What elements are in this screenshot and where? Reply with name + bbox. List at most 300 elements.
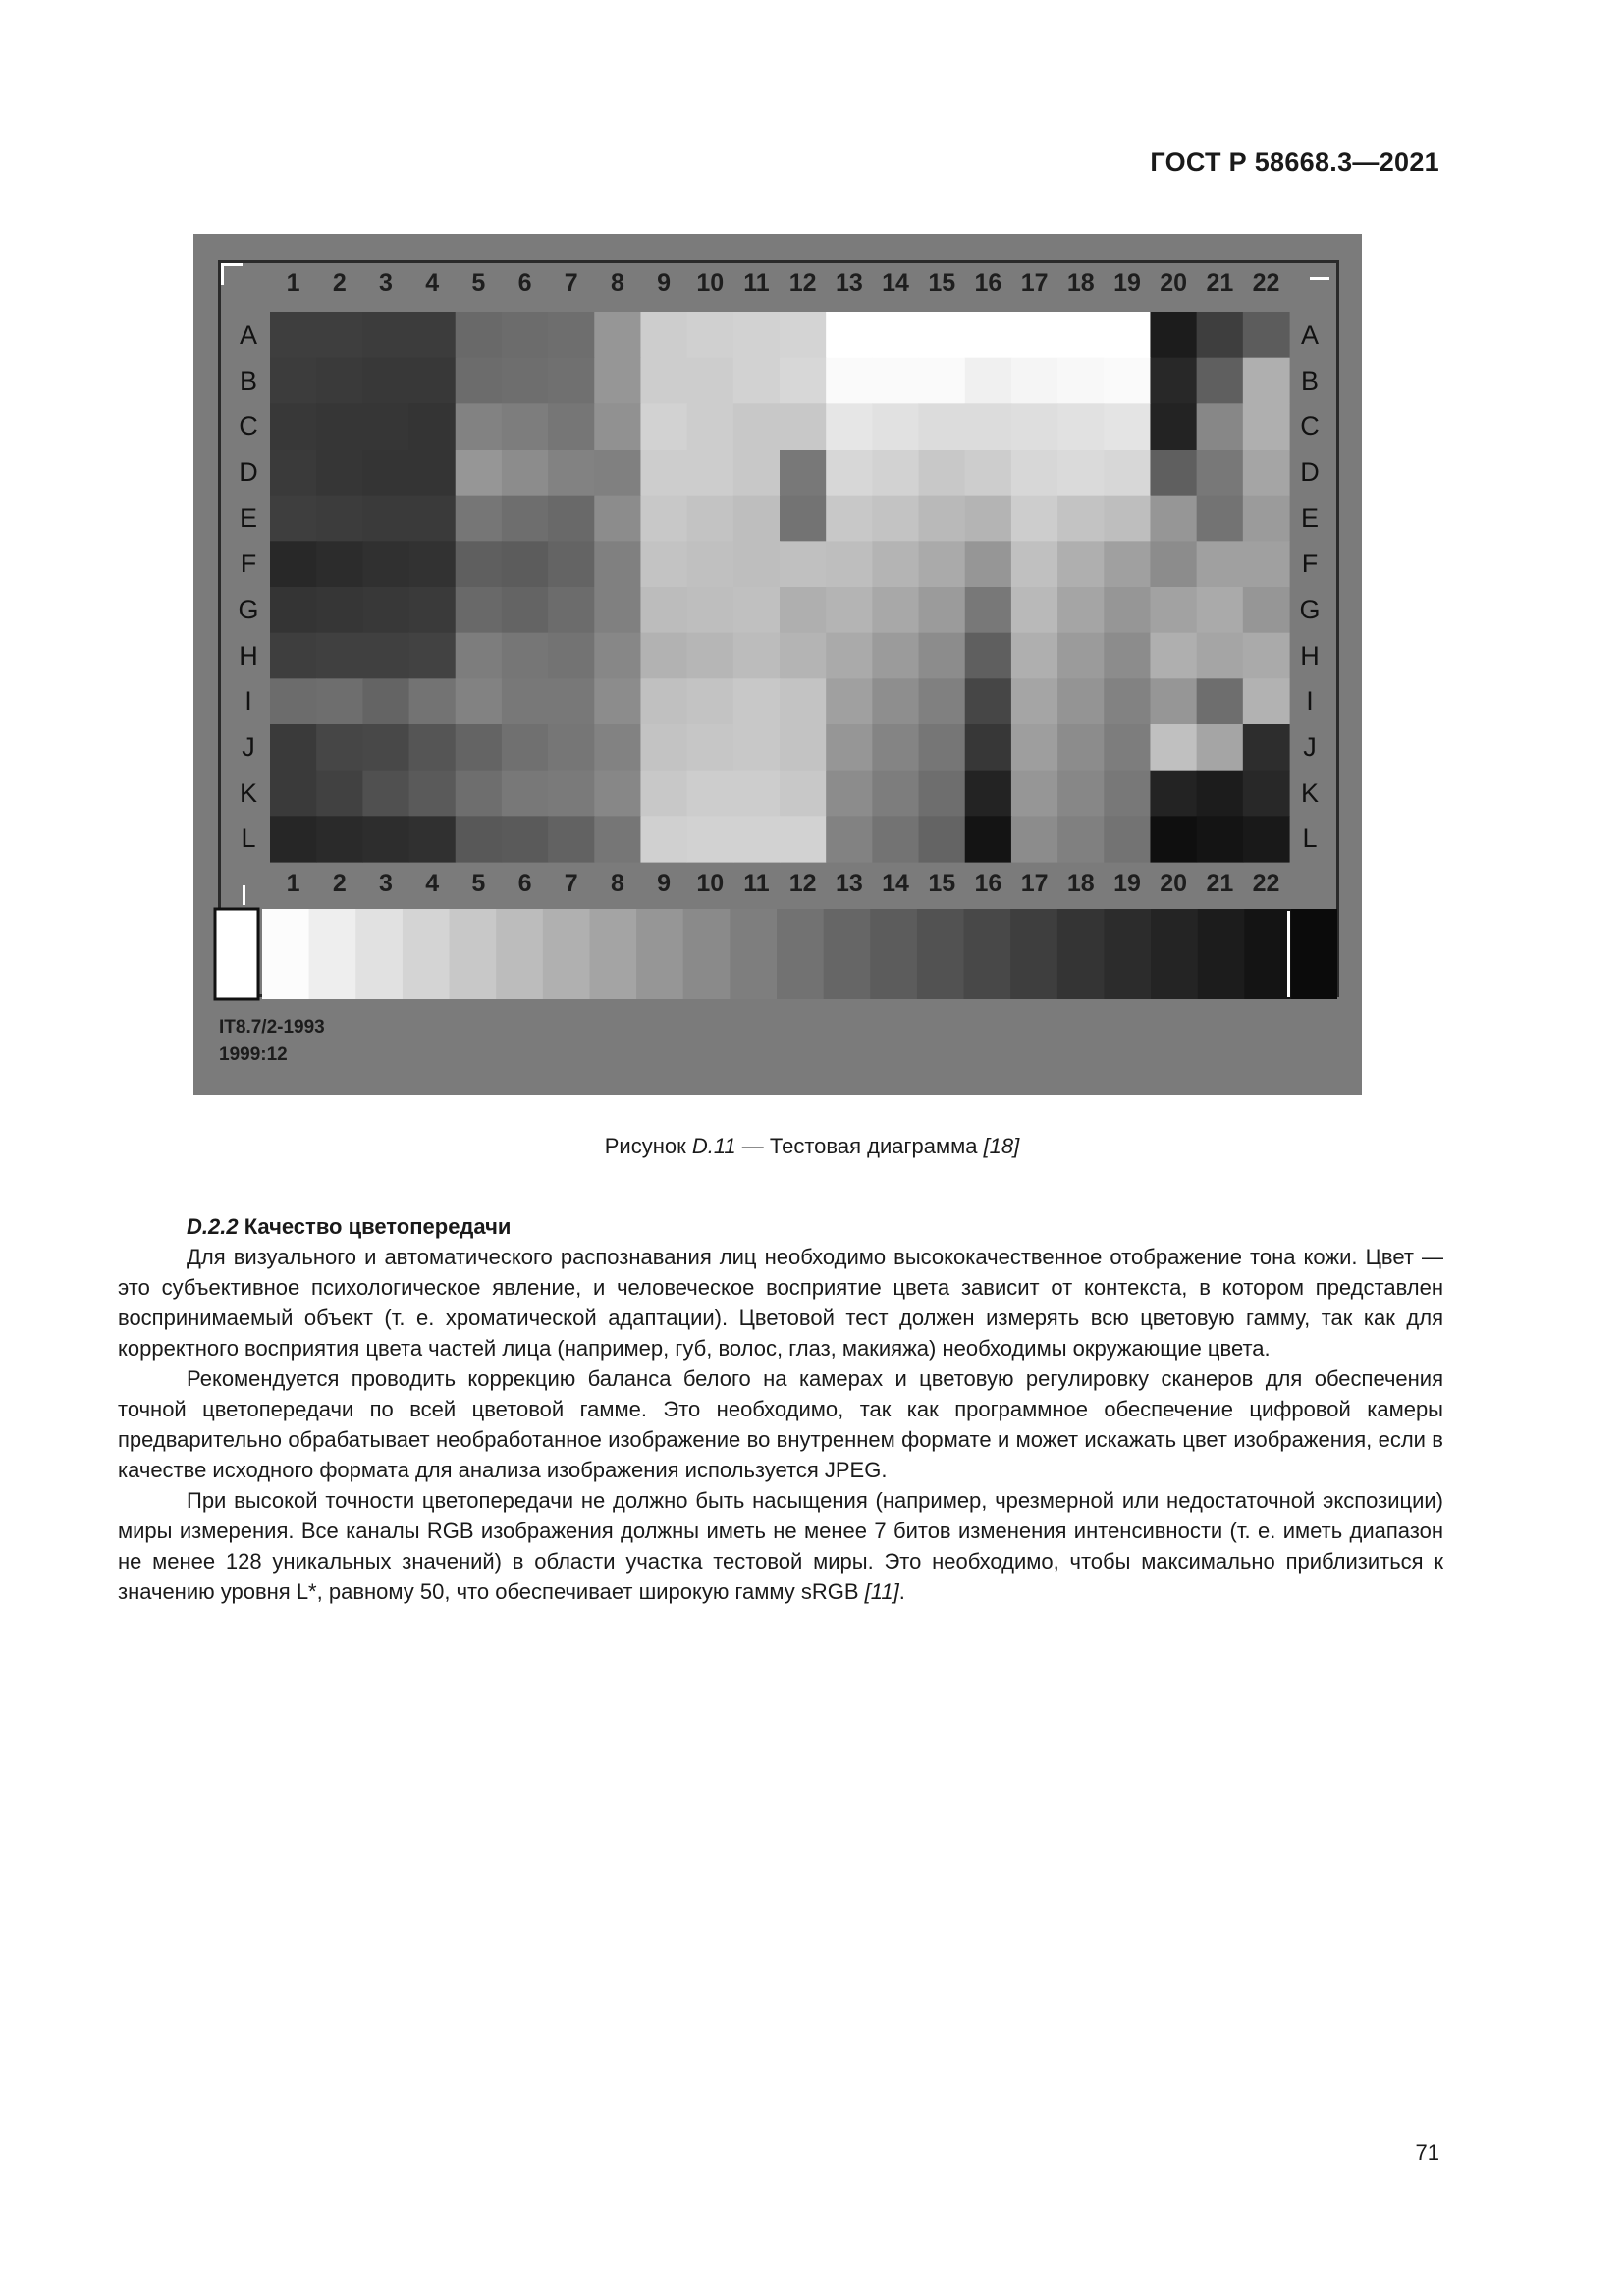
patch-K20 [1150, 771, 1197, 817]
patch-E5 [456, 496, 503, 542]
corner-mark-bottom-left [243, 885, 245, 905]
patch-H2 [316, 633, 363, 679]
patch-D6 [502, 450, 549, 496]
patch-B7 [548, 358, 595, 404]
patch-J16 [965, 724, 1012, 771]
patch-B13 [826, 358, 873, 404]
paragraph-3-text: При высокой точности цветопередачи не должно быть насыщения (например, чрезмерной или недостаточной экспозиции) миры измерения. Все каналы RGB изображения должны иметь не менее 7 битов изменения интенсивности (т. е. иметь диапазон не менее 128 уникальных значений) в области участка тестовой миры. Это необходимо, чтобы максимально приблизиться к значению уровня L*, равному 50, что обеспечивает широкую гамму sRGB [118, 1488, 1443, 1604]
patch-H9 [640, 633, 687, 679]
patch-E10 [687, 496, 734, 542]
patch-C3 [362, 403, 409, 450]
patch-C15 [919, 403, 966, 450]
patch-G12 [780, 587, 827, 633]
patch-G10 [687, 587, 734, 633]
patch-E12 [780, 496, 827, 542]
patch-J1 [270, 724, 317, 771]
col-label: 22 [1252, 269, 1280, 296]
col-label: 12 [788, 870, 817, 897]
column-labels-top [270, 269, 1289, 298]
patch-C9 [640, 403, 687, 450]
col-label: 16 [974, 870, 1002, 897]
col-label: 9 [657, 269, 672, 296]
patch-C2 [316, 403, 363, 450]
patch-B16 [965, 358, 1012, 404]
grayscale-step [496, 909, 543, 999]
col-label: 11 [743, 269, 770, 296]
patch-I10 [687, 678, 734, 724]
patch-H19 [1104, 633, 1151, 679]
row-label: I [244, 686, 252, 717]
patch-E2 [316, 496, 363, 542]
patch-H10 [687, 633, 734, 679]
patch-J11 [733, 724, 781, 771]
grayscale-step [355, 909, 403, 999]
patch-K15 [919, 771, 966, 817]
patch-F9 [640, 541, 687, 587]
patch-A16 [965, 312, 1012, 358]
grayscale-step [917, 909, 964, 999]
patch-A8 [594, 312, 641, 358]
patch-H7 [548, 633, 595, 679]
col-label: 2 [332, 870, 347, 897]
patch-K9 [640, 771, 687, 817]
col-label: 14 [882, 870, 909, 897]
row-label: I [1306, 686, 1314, 717]
grayscale-step [1057, 909, 1105, 999]
patch-G19 [1104, 587, 1151, 633]
patch-C8 [594, 403, 641, 450]
col-label: 1 [286, 870, 300, 897]
patch-L17 [1011, 816, 1058, 862]
patch-H13 [826, 633, 873, 679]
patch-K21 [1197, 771, 1244, 817]
patch-A7 [548, 312, 595, 358]
patch-D2 [316, 450, 363, 496]
patch-L8 [594, 816, 641, 862]
patch-J20 [1150, 724, 1197, 771]
patch-E9 [640, 496, 687, 542]
patch-A18 [1057, 312, 1105, 358]
patch-A21 [1197, 312, 1244, 358]
patch-A19 [1104, 312, 1151, 358]
patch-A2 [316, 312, 363, 358]
patch-G20 [1150, 587, 1197, 633]
patch-C5 [456, 403, 503, 450]
col-label: 3 [379, 870, 393, 897]
col-label: 11 [743, 870, 770, 897]
patch-K18 [1057, 771, 1105, 817]
row-label: L [241, 824, 256, 854]
patch-D22 [1243, 450, 1290, 496]
col-label: 13 [835, 870, 863, 897]
test-chart-figure [193, 234, 1362, 1095]
patch-H11 [733, 633, 781, 679]
patch-I1 [270, 678, 317, 724]
patch-F19 [1104, 541, 1151, 587]
col-label: 10 [696, 269, 725, 296]
patch-I8 [594, 678, 641, 724]
patch-F20 [1150, 541, 1197, 587]
patch-L5 [456, 816, 503, 862]
patch-H18 [1057, 633, 1105, 679]
patch-H22 [1243, 633, 1290, 679]
patch-I19 [1104, 678, 1151, 724]
patch-E14 [872, 496, 919, 542]
patch-B15 [919, 358, 966, 404]
col-label: 14 [882, 269, 909, 296]
patch-B5 [456, 358, 503, 404]
col-label: 2 [332, 269, 347, 296]
row-label: D [1300, 456, 1320, 487]
patch-J7 [548, 724, 595, 771]
patch-B2 [316, 358, 363, 404]
grayscale-step [543, 909, 590, 999]
patch-F7 [548, 541, 595, 587]
row-label: K [239, 777, 257, 808]
patch-I17 [1011, 678, 1058, 724]
patch-D20 [1150, 450, 1197, 496]
patch-F13 [826, 541, 873, 587]
patch-A14 [872, 312, 919, 358]
patch-J8 [594, 724, 641, 771]
patch-B20 [1150, 358, 1197, 404]
patch-B6 [502, 358, 549, 404]
patch-F4 [409, 541, 457, 587]
patch-I11 [733, 678, 781, 724]
grayscale-black-patch [1291, 909, 1337, 999]
col-label: 9 [657, 870, 672, 897]
patch-I2 [316, 678, 363, 724]
patch-K6 [502, 771, 549, 817]
patch-A3 [362, 312, 409, 358]
patch-G16 [965, 587, 1012, 633]
grayscale-step [309, 909, 356, 999]
patch-L11 [733, 816, 781, 862]
col-label: 7 [564, 870, 578, 897]
row-label: A [1300, 319, 1319, 349]
col-label: 6 [517, 269, 532, 296]
col-label: 16 [974, 269, 1002, 296]
patch-G21 [1197, 587, 1244, 633]
patch-B1 [270, 358, 317, 404]
patch-C14 [872, 403, 919, 450]
patch-L4 [409, 816, 457, 862]
patch-F21 [1197, 541, 1244, 587]
patch-J17 [1011, 724, 1058, 771]
patch-J14 [872, 724, 919, 771]
patch-I12 [780, 678, 827, 724]
grayscale-step [683, 909, 731, 999]
patch-K14 [872, 771, 919, 817]
patch-E4 [409, 496, 457, 542]
patch-D12 [780, 450, 827, 496]
col-label: 3 [379, 269, 393, 296]
patch-A10 [687, 312, 734, 358]
col-label: 20 [1160, 269, 1188, 296]
row-label: G [238, 594, 259, 624]
patch-D10 [687, 450, 734, 496]
patch-L7 [548, 816, 595, 862]
row-label: E [239, 503, 257, 533]
patch-L1 [270, 816, 317, 862]
patch-C1 [270, 403, 317, 450]
patch-K4 [409, 771, 457, 817]
patch-B3 [362, 358, 409, 404]
patch-J12 [780, 724, 827, 771]
patch-A20 [1150, 312, 1197, 358]
patch-L10 [687, 816, 734, 862]
patch-G17 [1011, 587, 1058, 633]
patch-A6 [502, 312, 549, 358]
grayscale-step [1151, 909, 1198, 999]
page-number: 71 [1415, 2140, 1439, 2164]
patch-B18 [1057, 358, 1105, 404]
col-label: 21 [1206, 269, 1234, 296]
patch-G14 [872, 587, 919, 633]
patch-E20 [1150, 496, 1197, 542]
patch-C10 [687, 403, 734, 450]
row-labels-right [1295, 312, 1325, 862]
patch-E3 [362, 496, 409, 542]
patch-H6 [502, 633, 549, 679]
col-label: 21 [1206, 870, 1234, 897]
patch-F11 [733, 541, 781, 587]
patch-L6 [502, 816, 549, 862]
patch-B9 [640, 358, 687, 404]
col-label: 5 [471, 870, 486, 897]
patch-J5 [456, 724, 503, 771]
patch-J9 [640, 724, 687, 771]
patch-D8 [594, 450, 641, 496]
patch-A4 [409, 312, 457, 358]
patch-D21 [1197, 450, 1244, 496]
standard-code: ГОСТ Р 58668.3—2021 [1150, 147, 1439, 177]
patch-K1 [270, 771, 317, 817]
row-label: C [1300, 411, 1320, 442]
caption-number: D.11 [691, 1134, 736, 1158]
col-label: 15 [928, 269, 956, 296]
col-label: 19 [1113, 870, 1141, 897]
column-labels-bottom [270, 870, 1289, 899]
patch-D1 [270, 450, 317, 496]
patch-G22 [1243, 587, 1290, 633]
row-label: H [239, 640, 258, 670]
patch-E18 [1057, 496, 1105, 542]
patch-B11 [733, 358, 781, 404]
patch-I21 [1197, 678, 1244, 724]
row-label: B [1300, 365, 1319, 396]
paragraph-3-ref: [11] [864, 1579, 899, 1604]
patch-H3 [362, 633, 409, 679]
patch-I15 [919, 678, 966, 724]
patch-L21 [1197, 816, 1244, 862]
patch-F12 [780, 541, 827, 587]
patch-H20 [1150, 633, 1197, 679]
patch-J6 [502, 724, 549, 771]
patch-E8 [594, 496, 641, 542]
patch-I9 [640, 678, 687, 724]
patch-A22 [1243, 312, 1290, 358]
patch-K7 [548, 771, 595, 817]
patch-L15 [919, 816, 966, 862]
row-label: C [239, 411, 258, 442]
patch-A5 [456, 312, 503, 358]
patch-E6 [502, 496, 549, 542]
patch-K2 [316, 771, 363, 817]
col-label: 4 [425, 870, 440, 897]
grayscale-step [403, 909, 450, 999]
patch-I7 [548, 678, 595, 724]
patch-I20 [1150, 678, 1197, 724]
corner-mark-top-right [1310, 277, 1329, 280]
patch-H17 [1011, 633, 1058, 679]
grayscale-step [262, 909, 309, 999]
corner-mark-top-left-v [221, 263, 224, 285]
patch-K11 [733, 771, 781, 817]
patch-I4 [409, 678, 457, 724]
patch-G4 [409, 587, 457, 633]
patch-D19 [1104, 450, 1151, 496]
patch-E1 [270, 496, 317, 542]
col-label: 7 [564, 269, 578, 296]
col-label: 10 [696, 870, 725, 897]
patch-L18 [1057, 816, 1105, 862]
patch-I5 [456, 678, 503, 724]
patch-C20 [1150, 403, 1197, 450]
col-label: 18 [1066, 269, 1095, 296]
patch-A12 [780, 312, 827, 358]
col-label: 13 [835, 269, 863, 296]
patch-G7 [548, 587, 595, 633]
patch-D15 [919, 450, 966, 496]
row-label: H [1300, 640, 1320, 670]
paragraph-3 [118, 1485, 1443, 1607]
patch-C13 [826, 403, 873, 450]
patch-J4 [409, 724, 457, 771]
patch-C21 [1197, 403, 1244, 450]
patch-F14 [872, 541, 919, 587]
patch-K10 [687, 771, 734, 817]
patch-F18 [1057, 541, 1105, 587]
patch-C4 [409, 403, 457, 450]
section-color-rendering [118, 1211, 1443, 1607]
corner-mark-top-left-h [221, 263, 243, 266]
patch-H15 [919, 633, 966, 679]
col-label: 20 [1160, 870, 1188, 897]
patch-G5 [456, 587, 503, 633]
patch-J22 [1243, 724, 1290, 771]
grayscale-step [450, 909, 497, 999]
patch-D3 [362, 450, 409, 496]
patch-L16 [965, 816, 1012, 862]
patch-K19 [1104, 771, 1151, 817]
patch-B4 [409, 358, 457, 404]
row-label: B [239, 365, 257, 396]
col-label: 17 [1020, 870, 1049, 897]
section-title-text: Качество цветопередачи [238, 1214, 512, 1239]
patch-L19 [1104, 816, 1151, 862]
row-label: F [240, 549, 257, 579]
grayscale-step [730, 909, 777, 999]
patch-C11 [733, 403, 781, 450]
patch-C7 [548, 403, 595, 450]
patch-C18 [1057, 403, 1105, 450]
section-title [187, 1211, 1443, 1242]
patch-J15 [919, 724, 966, 771]
patch-I14 [872, 678, 919, 724]
patch-I22 [1243, 678, 1290, 724]
patch-H4 [409, 633, 457, 679]
row-label: D [239, 456, 258, 487]
patch-F3 [362, 541, 409, 587]
col-label: 19 [1113, 269, 1141, 296]
patch-L3 [362, 816, 409, 862]
grayscale-white-patch [215, 909, 258, 999]
row-label: E [1300, 503, 1319, 533]
patch-C6 [502, 403, 549, 450]
patch-D13 [826, 450, 873, 496]
figure-caption [0, 1134, 1624, 1159]
patch-E11 [733, 496, 781, 542]
patch-A15 [919, 312, 966, 358]
patch-G9 [640, 587, 687, 633]
col-label: 1 [286, 269, 300, 296]
grayscale-marker-line [1287, 911, 1290, 997]
patch-I3 [362, 678, 409, 724]
patch-K5 [456, 771, 503, 817]
grayscale-step [1198, 909, 1245, 999]
patch-G6 [502, 587, 549, 633]
patch-L13 [826, 816, 873, 862]
patch-E13 [826, 496, 873, 542]
patch-K22 [1243, 771, 1290, 817]
patch-H5 [456, 633, 503, 679]
grayscale-step [1244, 909, 1291, 999]
patch-F2 [316, 541, 363, 587]
grayscale-step [964, 909, 1011, 999]
section-number: D.2.2 [187, 1214, 239, 1239]
patch-C19 [1104, 403, 1151, 450]
row-label: A [239, 319, 257, 349]
patch-E21 [1197, 496, 1244, 542]
patch-B17 [1011, 358, 1058, 404]
patch-B22 [1243, 358, 1290, 404]
paragraph-2: Рекомендуется проводить коррекцию баланса белого на камерах и цветовую регулировку сканеров для обеспечения точной цветопередачи по всей цветовой гамме. Это необходимо, так как программное обеспечение цифровой камеры предварительно обрабатывает необработанное изображение во внутреннем формате и может искажать цвет изображения, если в качестве исходного формата для анализа изображения используется JPEG. [118, 1366, 1443, 1482]
col-label: 17 [1020, 269, 1049, 296]
target-id [219, 1014, 325, 1069]
patch-G15 [919, 587, 966, 633]
patch-G8 [594, 587, 641, 633]
row-label: J [1303, 731, 1317, 762]
patch-F16 [965, 541, 1012, 587]
patch-L14 [872, 816, 919, 862]
patch-F6 [502, 541, 549, 587]
patch-G18 [1057, 587, 1105, 633]
grayscale-step [1010, 909, 1057, 999]
patch-B19 [1104, 358, 1151, 404]
patch-A11 [733, 312, 781, 358]
patch-J13 [826, 724, 873, 771]
patch-F15 [919, 541, 966, 587]
patch-H14 [872, 633, 919, 679]
patch-C12 [780, 403, 827, 450]
grayscale-step [636, 909, 683, 999]
col-label: 15 [928, 870, 956, 897]
patch-A1 [270, 312, 317, 358]
patch-L2 [316, 816, 363, 862]
patch-D9 [640, 450, 687, 496]
row-label: L [1302, 824, 1318, 854]
